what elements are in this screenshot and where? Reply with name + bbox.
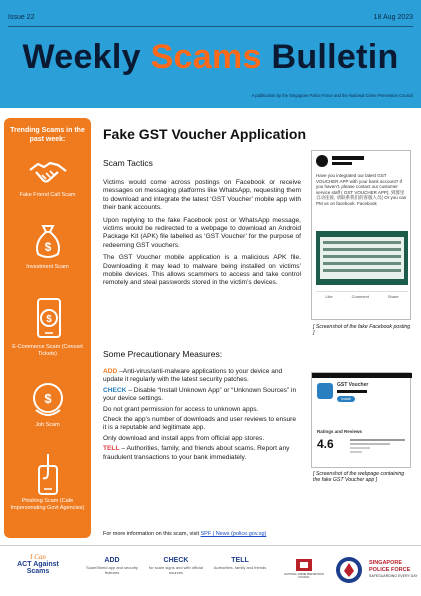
sidebar-item-label: E-Commerce Scam (Concert Tickets) — [12, 344, 83, 357]
footer-add-label: ADD — [104, 557, 120, 564]
more-info-line — [103, 531, 266, 537]
app-icon — [317, 383, 333, 399]
web-rating-value: 4.6 — [317, 437, 334, 451]
more-info-prefix: For more information on this scam, visit — [103, 531, 201, 537]
sidebar-heading: Trending Scams in the past week: — [10, 127, 85, 143]
voucher-table-image — [320, 237, 404, 279]
footer-divider — [0, 545, 421, 546]
sidebar-item-label: Job Scam — [35, 422, 60, 428]
article-title: Fake GST Voucher Application — [103, 126, 307, 142]
add-keyword: ADD — [103, 368, 118, 375]
fb-post-text: Have you integrated our latest GST VOUCHER APP with your bank account? If you haven't, please contact our customer service staff ( GST VOUCHER APP), 到群里自动连接, 请联系我们的客服人员( Or you can PM us on facebook. Facebook — [316, 173, 407, 206]
footer-check-label: CHECK — [163, 557, 189, 564]
phishing-hook-icon — [30, 452, 66, 496]
tactics-paragraph: Upon replying to the fake Facebook post or WhatsApp message, victims would be redirected to a webpage to download an Android Package Kit (APK) file labelled as ‘GST Voucher’ for the purpose of redeeming GST vouchers. — [103, 216, 301, 249]
bulletin-header — [0, 0, 421, 108]
tell-text: – Authorities, family, and friends about scams. Report any fraudulent transactions to your bank immediately. — [103, 445, 290, 461]
ncpc-logo — [282, 557, 326, 581]
fb-post-screenshot — [311, 150, 411, 320]
sidebar-item-phishing — [4, 452, 91, 512]
spf-tagline: SAFEGUARDING EVERY DAY — [369, 574, 418, 578]
add-text: –Anti-virus/anti-malware applications to your device and update it regularly with the latest security patches. — [103, 368, 283, 384]
measure-check — [103, 387, 301, 404]
footer-add — [82, 557, 142, 575]
issue-date: 18 Aug 2023 — [373, 14, 413, 21]
measure-check-extra: Check the app’s number of downloads and user reviews to ensure it is a reputable and legitimate app. — [103, 416, 297, 432]
svg-text:$: $ — [45, 314, 52, 325]
footer-tell-label: TELL — [231, 557, 249, 564]
footer-tell-desc: Authorities, family and friends — [213, 565, 267, 570]
scam-tactics-body — [103, 179, 301, 292]
check-keyword: CHECK — [103, 386, 127, 394]
check-text: – Disable “Install Unknown App” or “Unknown Sources” in your device settings. — [103, 386, 297, 403]
sidebar-item-ecommerce — [4, 296, 91, 358]
webpage-screenshot — [311, 372, 411, 468]
scam-tactics-heading: Scam Tactics — [103, 158, 153, 168]
act-against-scams-text: ACT Against Scams — [17, 561, 59, 575]
measure-check-extra: Only download and install apps from official app stores. — [103, 434, 265, 442]
fb-post-image — [316, 231, 408, 285]
redacted-name — [332, 156, 364, 160]
footer-check — [146, 557, 206, 575]
handshake-icon — [28, 156, 68, 190]
precautionary-measures — [103, 368, 301, 464]
redacted-time — [332, 162, 352, 165]
trending-scams-sidebar — [4, 118, 91, 538]
footer-check-desc: for scam signs and with official sources — [148, 565, 204, 575]
spf-line-1: SINGAPORE — [369, 560, 403, 566]
i-can-text: I Can — [30, 553, 46, 561]
bulletin-title — [0, 38, 421, 77]
redacted-url-bar — [312, 373, 412, 378]
job-coin-icon — [30, 380, 66, 420]
redacted-developer — [337, 390, 367, 393]
publisher-line: A publication by the Singapore Police Force and the National Crime Prevention Council — [251, 93, 413, 98]
sidebar-item-investment — [4, 222, 91, 271]
web-install-button[interactable]: Install — [337, 396, 355, 402]
web-app-name: GST Voucher — [337, 382, 369, 388]
money-bag-icon — [30, 222, 66, 262]
redacted-avatar — [316, 155, 328, 167]
ratings-label: Ratings and Reviews — [317, 429, 363, 434]
header-divider — [8, 26, 413, 27]
spf-line-2: POLICE FORCE — [369, 566, 411, 573]
measure-tell — [103, 445, 301, 462]
title-highlight: Scams — [150, 38, 262, 76]
sidebar-item-fake-friend — [4, 156, 91, 199]
issue-number: Issue 22 — [8, 14, 35, 21]
sidebar-item-job — [4, 380, 91, 429]
act-against-scams-logo — [6, 553, 70, 575]
sidebar-item-label: Phishing Scam (Cafe Impersonating Govt Agencies) — [10, 498, 85, 511]
svg-text:$: $ — [44, 240, 51, 254]
ncpc-text: NATIONAL CRIME PREVENTION COUNCIL — [284, 573, 324, 579]
fb-like-button[interactable]: Like — [325, 294, 333, 299]
spf-crest-icon — [334, 555, 364, 585]
measure-add — [103, 368, 301, 385]
fb-screenshot-caption: [ Screenshot of the fake Facebook posting ] — [313, 324, 411, 337]
footer-tell — [210, 557, 270, 570]
sidebar-item-label: Investment Scam — [26, 264, 69, 270]
fb-action-bar — [316, 291, 408, 299]
tactics-paragraph: Victims would come across postings on Facebook or receive messages on messaging platforms like WhatsApp, requesting them to download and integrate the latest ‘GST Voucher’ mobile app with their bank accounts. — [103, 179, 301, 212]
spf-news-link[interactable]: SPF | News (police.gov.sg) — [200, 531, 267, 537]
svg-text:$: $ — [43, 391, 52, 406]
title-part-2: Bulletin — [261, 38, 399, 76]
sidebar-item-label: Fake Friend Call Scam — [19, 192, 76, 198]
measure-check-extra: Do not grant permission for access to unknown apps. — [103, 405, 259, 413]
tactics-paragraph: The GST Voucher mobile application is a malicious APK file. Downloading it may lead to malware being installed on victims’ mobile devices. This allows scammers to access and take control remotely and steal passwords stored in the victim’s devices. — [103, 254, 301, 287]
phone-dollar-icon — [30, 296, 66, 342]
title-part-1: Weekly — [22, 38, 151, 76]
webpage-screenshot-caption: [ Screenshot of the webpage containing the fake GST Voucher app ] — [313, 471, 405, 484]
footer-add-desc: ScamShield app and security features — [86, 565, 138, 575]
spf-logo-text — [369, 560, 418, 580]
tell-keyword: TELL — [103, 445, 120, 453]
fb-comment-button[interactable]: Comment — [351, 294, 369, 299]
measures-heading: Some Precautionary Measures: — [103, 349, 223, 359]
fb-share-button[interactable]: Share — [387, 294, 399, 299]
